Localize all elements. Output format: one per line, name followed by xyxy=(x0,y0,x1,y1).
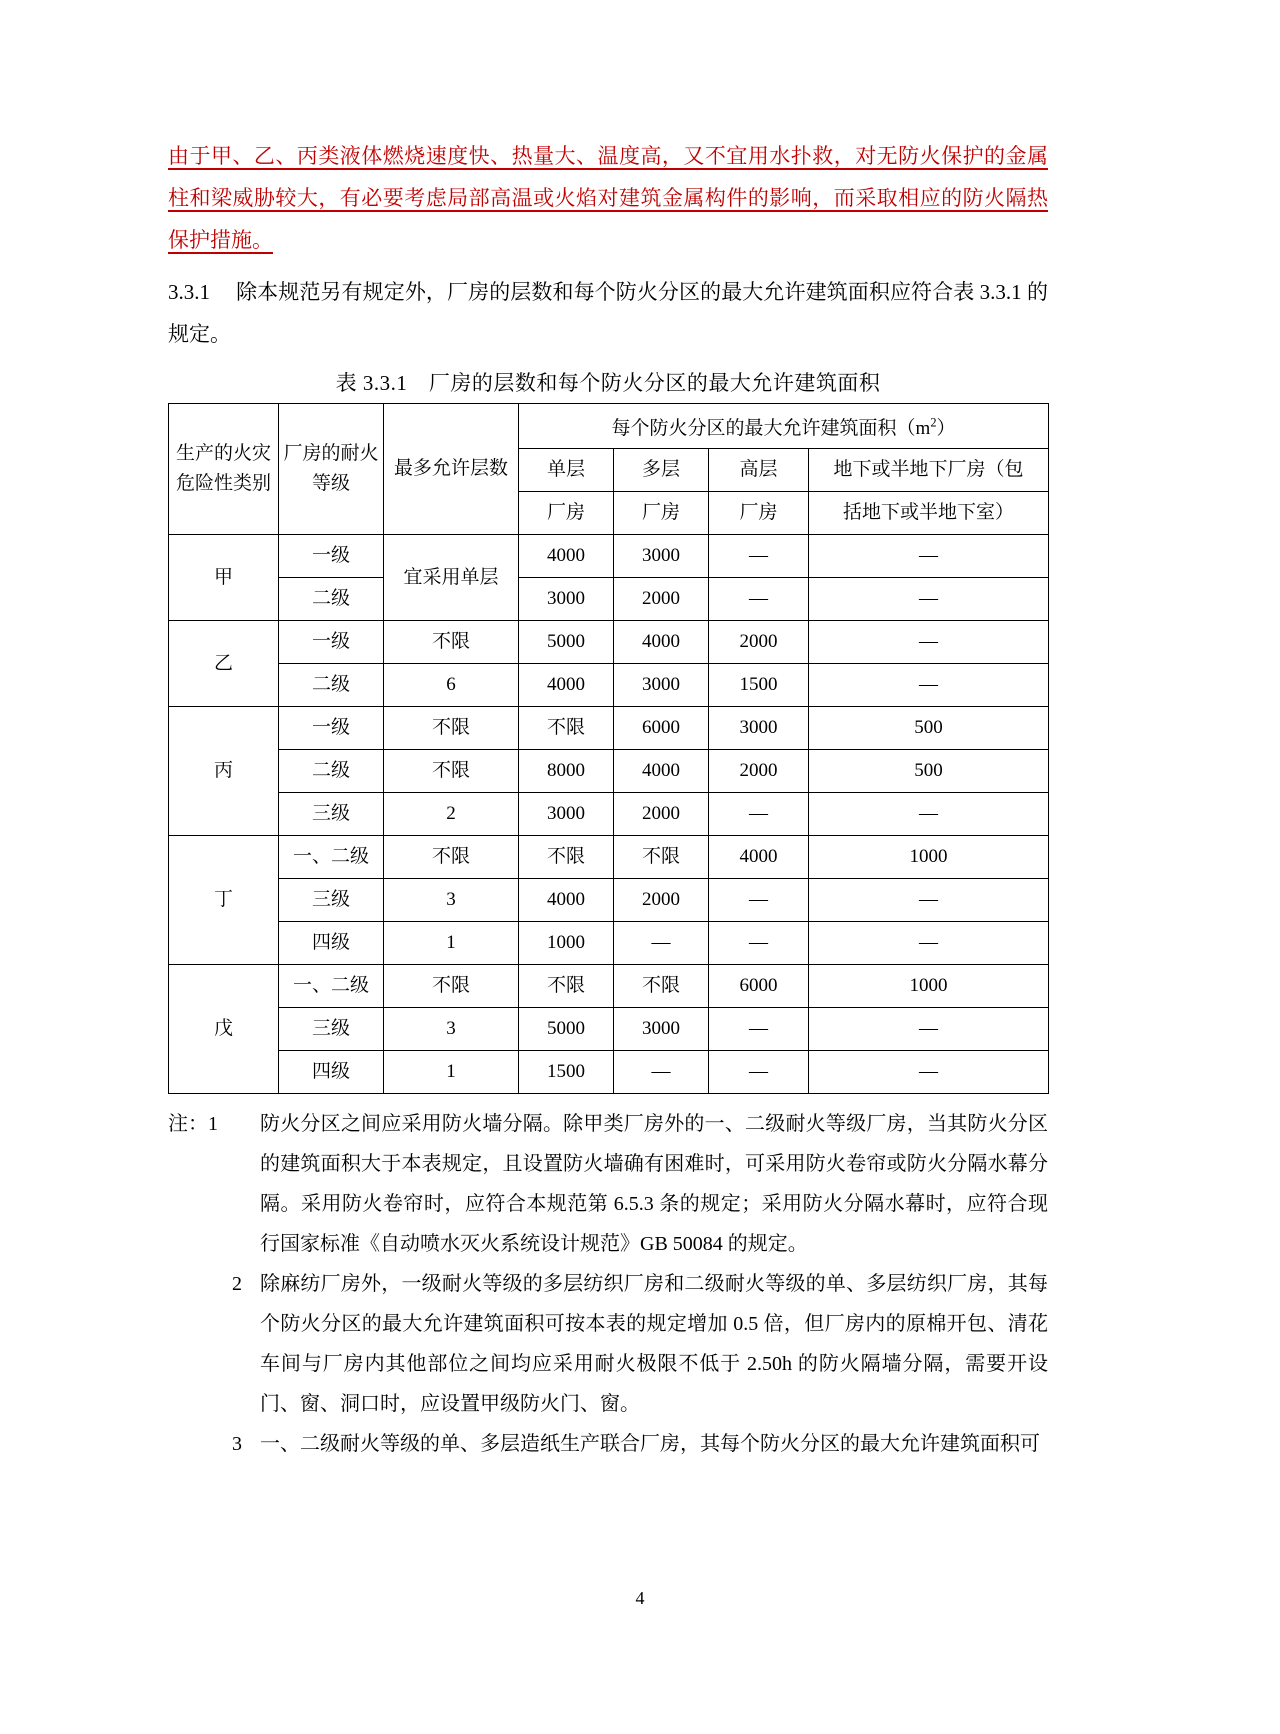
cell-rating: 一、二级 xyxy=(279,965,384,1008)
cell-high: — xyxy=(709,793,809,836)
cell-high: 3000 xyxy=(709,707,809,750)
cell-multi: 2000 xyxy=(614,578,709,621)
cell-basement: — xyxy=(809,664,1049,707)
cell-single: 不限 xyxy=(519,965,614,1008)
cell-rating: 三级 xyxy=(279,793,384,836)
cell-floors: 2 xyxy=(384,793,519,836)
header-basement-line2: 括地下或半地下室） xyxy=(809,492,1049,535)
cell-basement: — xyxy=(809,793,1049,836)
cell-multi: 4000 xyxy=(614,750,709,793)
header-single-storey-line2: 厂房 xyxy=(519,492,614,535)
cell-category: 甲 xyxy=(169,535,279,621)
table-row xyxy=(169,578,1049,621)
cell-floors: 不限 xyxy=(384,750,519,793)
table-row xyxy=(169,750,1049,793)
note-label: 2 xyxy=(232,1273,242,1296)
cell-floors: 宜采用单层 xyxy=(384,535,519,621)
cell-floors: 3 xyxy=(384,879,519,922)
cell-floors: 不限 xyxy=(384,836,519,879)
note-text: 除麻纺厂房外，一级耐火等级的多层纺织厂房和二级耐火等级的单、多层纺织厂房，其每个防火分区的最大允许建筑面积可按本表的规定增加 0.5 倍，但厂房内的原棉开包、清花车间与厂房内其他部位之间均应采用耐火极限不低于 2.50h 的防火隔墙分隔，需要开设门、窗、洞口时，应设置甲级防火门、窗。 xyxy=(260,1273,1048,1416)
cell-basement: — xyxy=(809,922,1049,965)
clause-text: 除本规范另有规定外，厂房的层数和每个防火分区的最大允许建筑面积应符合表 3.3.1 的规定。 xyxy=(168,280,1048,346)
cell-multi: 4000 xyxy=(614,621,709,664)
header-high-rise-line1: 高层 xyxy=(709,449,809,492)
cell-floors: 3 xyxy=(384,1008,519,1051)
table-row xyxy=(169,707,1049,750)
header-max-floors: 最多允许层数 xyxy=(384,404,519,535)
table-row xyxy=(169,922,1049,965)
cell-rating: 三级 xyxy=(279,879,384,922)
page-content xyxy=(168,135,1048,1464)
table-row xyxy=(169,1051,1049,1094)
cell-multi: 2000 xyxy=(614,793,709,836)
cell-multi: 3000 xyxy=(614,1008,709,1051)
table-row xyxy=(169,664,1049,707)
cell-multi: 6000 xyxy=(614,707,709,750)
red-annotation-paragraph: 由于甲、乙、丙类液体燃烧速度快、热量大、温度高，又不宜用水扑救，对无防火保护的金属柱和梁威胁较大，有必要考虑局部高温或火焰对建筑金属构件的影响，而采取相应的防火隔热保护措施。 xyxy=(168,144,1048,252)
table-row xyxy=(169,879,1049,922)
header-basement-line1: 地下或半地下厂房（包 xyxy=(809,449,1049,492)
cell-high: 2000 xyxy=(709,750,809,793)
cell-basement: — xyxy=(809,1008,1049,1051)
clause-number: 3.3.1 xyxy=(168,280,210,304)
cell-rating: 一级 xyxy=(279,535,384,578)
cell-basement: 500 xyxy=(809,707,1049,750)
cell-multi: 3000 xyxy=(614,535,709,578)
cell-multi: 3000 xyxy=(614,664,709,707)
table-row xyxy=(169,836,1049,879)
cell-high: 4000 xyxy=(709,836,809,879)
cell-basement: 1000 xyxy=(809,836,1049,879)
cell-category: 丙 xyxy=(169,707,279,836)
cell-category: 戊 xyxy=(169,965,279,1094)
cell-high: — xyxy=(709,1008,809,1051)
note-label: 3 xyxy=(232,1433,242,1456)
cell-single: 不限 xyxy=(519,707,614,750)
cell-category: 丁 xyxy=(169,836,279,965)
cell-rating: 二级 xyxy=(279,578,384,621)
header-single-storey-line1: 单层 xyxy=(519,449,614,492)
cell-category: 乙 xyxy=(169,621,279,707)
table-row xyxy=(169,793,1049,836)
cell-single: 不限 xyxy=(519,836,614,879)
cell-floors: 不限 xyxy=(384,965,519,1008)
note-label: 注：1 xyxy=(168,1113,218,1136)
table-row xyxy=(169,965,1049,1008)
cell-single: 1000 xyxy=(519,922,614,965)
header-multi-storey-line1: 多层 xyxy=(614,449,709,492)
cell-multi: — xyxy=(614,922,709,965)
cell-rating: 二级 xyxy=(279,750,384,793)
cell-basement: — xyxy=(809,1051,1049,1094)
cell-single: 4000 xyxy=(519,535,614,578)
cell-basement: 1000 xyxy=(809,965,1049,1008)
cell-multi: 不限 xyxy=(614,836,709,879)
note-text: 防火分区之间应采用防火墙分隔。除甲类厂房外的一、二级耐火等级厂房，当其防火分区的建筑面积大于本表规定，且设置防火墙确有困难时，可采用防火卷帘或防火分隔水幕分隔。采用防火卷帘时，应符合本规范第 6.5.3 条的规定；采用防火分隔水幕时，应符合现行国家标准《自动喷水灭火系统设计规范》GB 50084 的规定。 xyxy=(260,1113,1048,1256)
cell-basement: — xyxy=(809,535,1049,578)
cell-floors: 不限 xyxy=(384,621,519,664)
cell-basement: — xyxy=(809,621,1049,664)
cell-single: 5000 xyxy=(519,621,614,664)
cell-single: 4000 xyxy=(519,879,614,922)
cell-floors: 不限 xyxy=(384,707,519,750)
cell-floors: 1 xyxy=(384,1051,519,1094)
table-header-row-1 xyxy=(169,404,1049,449)
cell-rating: 一级 xyxy=(279,621,384,664)
page-number: 4 xyxy=(635,1588,645,1608)
cell-basement: 500 xyxy=(809,750,1049,793)
cell-high: 6000 xyxy=(709,965,809,1008)
fire-compartment-area-table xyxy=(168,403,1049,1094)
header-category: 生产的火灾危险性类别 xyxy=(169,404,279,535)
cell-basement: — xyxy=(809,578,1049,621)
table-row xyxy=(169,621,1049,664)
cell-rating: 三级 xyxy=(279,1008,384,1051)
cell-floors: 6 xyxy=(384,664,519,707)
cell-single: 5000 xyxy=(519,1008,614,1051)
cell-rating: 四级 xyxy=(279,922,384,965)
cell-high: 2000 xyxy=(709,621,809,664)
cell-high: — xyxy=(709,1051,809,1094)
table-row xyxy=(169,1008,1049,1051)
header-high-rise-line2: 厂房 xyxy=(709,492,809,535)
cell-floors: 1 xyxy=(384,922,519,965)
cell-rating: 四级 xyxy=(279,1051,384,1094)
cell-high: — xyxy=(709,578,809,621)
table-row xyxy=(169,535,1049,578)
note-text: 一、二级耐火等级的单、多层造纸生产联合厂房，其每个防火分区的最大允许建筑面积可 xyxy=(260,1433,1040,1456)
cell-multi: 不限 xyxy=(614,965,709,1008)
note-item xyxy=(168,1264,1048,1424)
cell-rating: 一级 xyxy=(279,707,384,750)
cell-high: — xyxy=(709,879,809,922)
table-caption: 表 3.3.1 厂房的层数和每个防火分区的最大允许建筑面积 xyxy=(335,371,881,395)
cell-single: 3000 xyxy=(519,578,614,621)
note-item xyxy=(168,1104,1048,1264)
cell-single: 3000 xyxy=(519,793,614,836)
cell-multi: — xyxy=(614,1051,709,1094)
cell-single: 1500 xyxy=(519,1051,614,1094)
cell-high: 1500 xyxy=(709,664,809,707)
cell-rating: 一、二级 xyxy=(279,836,384,879)
cell-single: 4000 xyxy=(519,664,614,707)
cell-high: — xyxy=(709,535,809,578)
header-area-group-label: 每个防火分区的最大允许建筑面积$(m^2)$ xyxy=(611,416,956,440)
header-fire-rating: 厂房的耐火等级 xyxy=(279,404,384,535)
cell-rating: 二级 xyxy=(279,664,384,707)
cell-high: — xyxy=(709,922,809,965)
table-notes xyxy=(168,1104,1048,1464)
clause-paragraph xyxy=(168,271,1048,355)
cell-multi: 2000 xyxy=(614,879,709,922)
header-area-group xyxy=(519,404,1049,449)
note-item xyxy=(168,1424,1048,1464)
cell-basement: — xyxy=(809,879,1049,922)
cell-single: 8000 xyxy=(519,750,614,793)
header-multi-storey-line2: 厂房 xyxy=(614,492,709,535)
